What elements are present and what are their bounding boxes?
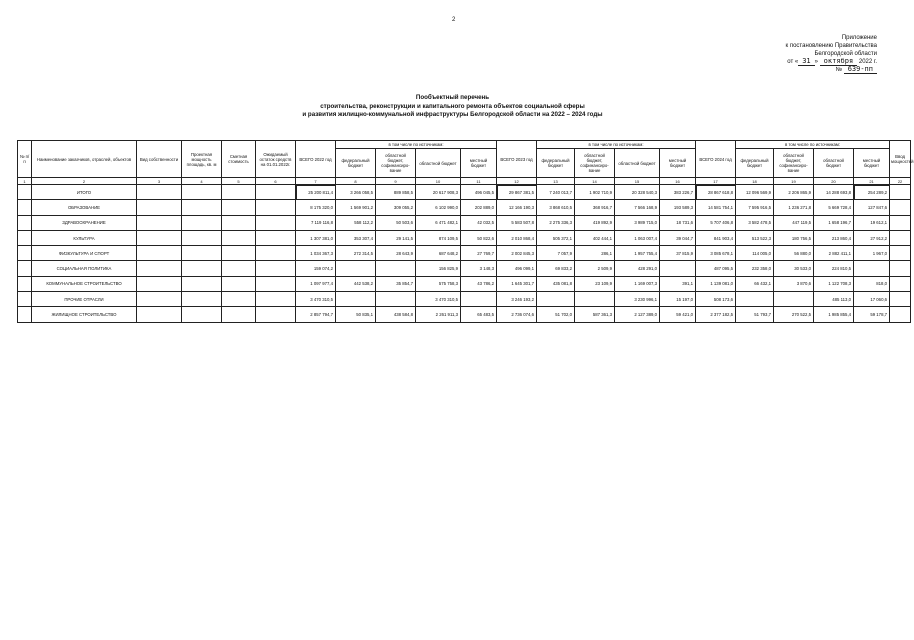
cell-remainder [256,292,296,307]
cell-regional-cofin-2023: 419 892,9 [575,215,615,230]
cell-federal-2022: 442 538,2 [336,276,376,291]
cell-regional-cofin-2024: 3 870,6 [774,276,814,291]
cell-total-2023: 2 010 868,4 [497,230,537,245]
cell-regional-2024: 2 882 411,1 [814,246,854,261]
table-row [18,261,911,276]
header-regional-cofin-2023: областной бюджет, софинансиро-вание [575,149,615,178]
cell-total-2023: 5 583 507,8 [497,215,537,230]
column-number: 8 [336,178,376,185]
cell-regional-2024: 1 122 708,3 [814,276,854,291]
cell-cost [222,261,256,276]
cell-federal-2024: 7 595 916,5 [736,200,774,215]
cell-local-2024: 127 847,6 [854,200,890,215]
cell-regional-2023: 3 230 996,1 [615,292,660,307]
header-local-2022: местный бюджет [461,149,497,178]
cell-regional-cofin-2024: 447 119,5 [774,215,814,230]
header-regional-2023: областной бюджет [615,149,660,178]
cell-remainder [256,261,296,276]
cell-regional-2023: 1 063 007,4 [615,230,660,245]
cell-total-2022: 8 175 320,0 [296,200,336,215]
column-number: 22 [890,178,911,185]
column-number: 20 [814,178,854,185]
cell-federal-2023: 51 702,0 [537,307,575,322]
header-name: Наименование заказчиков, отраслей, объектов [32,141,137,178]
column-number: 21 [854,178,890,185]
cell-total-2023: 1 645 301,7 [497,276,537,291]
cell-local-2022: 43 786,2 [461,276,497,291]
table-row [18,307,911,322]
cell-remainder [256,185,296,200]
cell-federal-2023: 2 275 336,3 [537,215,575,230]
header-regional-cofin-2024: областной бюджет, софинансиро-вание [774,149,814,178]
cell-regional-cofin-2024: 30 533,0 [774,261,814,276]
header-sources-2024: в том числе по источникам: [736,141,890,149]
appendix-date [677,58,877,66]
cell-total-2023: 2 002 845,3 [497,246,537,261]
cell-local-2023: 59 421,0 [660,307,696,322]
date-month: октября [820,58,858,66]
cell-commissioning [890,246,911,261]
column-number: 18 [736,178,774,185]
cell-total-2024: 841 903,4 [696,230,736,245]
cell-regional-2022: 6 471 482,1 [416,215,461,230]
cell-total-2022: 1 034 367,3 [296,246,336,261]
header-total-2022: ВСЕГО 2022 год [296,141,336,178]
cell-local-2024 [854,261,890,276]
cell-regional-2023: 20 328 540,3 [615,185,660,200]
cell-regional-2024: 14 288 693,8 [814,185,854,200]
date-year: 2022 г. [858,59,877,65]
cell-regional-2023: 2 127 389,0 [615,307,660,322]
date-prefix: от « [787,59,799,65]
cell-capacity [182,292,222,307]
table-row [18,276,911,291]
cell-commissioning [890,292,911,307]
column-number: 1 [18,178,32,185]
header-federal-2022: федеральный бюджет [336,149,376,178]
header-remainder: Ожидаемый остаток средств на 01.01.2022г. [256,141,296,178]
column-number: 7 [296,178,336,185]
header-local-2024: местный бюджет [854,149,890,178]
cell-ownership [137,307,182,322]
cell-remainder [256,200,296,215]
cell-num [18,246,32,261]
cell-ownership [137,246,182,261]
cell-ownership [137,185,182,200]
cell-name: ЗДРАВООХРАНЕНИЕ [32,215,137,230]
cell-commissioning [890,276,911,291]
column-number-row [18,178,911,185]
table-row [18,215,911,230]
cell-remainder [256,215,296,230]
column-number: 15 [615,178,660,185]
cell-regional-cofin-2022: 29 141,5 [376,230,416,245]
header-federal-2023: федеральный бюджет [537,149,575,178]
cell-capacity [182,215,222,230]
cell-total-2023: 12 166 190,3 [497,200,537,215]
cell-local-2023: 391,1 [660,276,696,291]
cell-ownership [137,276,182,291]
cell-regional-2022: 687 648,2 [416,246,461,261]
cell-local-2022: 496 045,5 [461,185,497,200]
number-prefix: № [835,67,843,73]
cell-num [18,200,32,215]
cell-ownership [137,261,182,276]
appendix-label: Приложение [841,35,877,41]
date-mid: » [814,59,818,65]
cell-regional-2023: 428 291,0 [615,261,660,276]
header-federal-2024: федеральный бюджет [736,149,774,178]
cell-cost [222,215,256,230]
cell-regional-cofin-2022 [376,261,416,276]
cell-name: КУЛЬТУРА [32,230,137,245]
cell-local-2024: 27 912,2 [854,230,890,245]
cell-ownership [137,230,182,245]
appendix-resolution: к постановлению Правительства [785,43,877,49]
cell-total-2022: 1 307 381,0 [296,230,336,245]
cell-regional-cofin-2024: 56 880,0 [774,246,814,261]
cell-capacity [182,276,222,291]
cell-regional-2024: 1 985 855,4 [814,307,854,322]
cell-total-2022: 25 200 811,4 [296,185,336,200]
cell-commissioning [890,307,911,322]
table-row-total [18,185,911,200]
cell-federal-2022: 50 835,1 [336,307,376,322]
cell-regional-cofin-2022: 438 584,8 [376,307,416,322]
cell-local-2022: 42 032,5 [461,215,497,230]
cell-capacity [182,246,222,261]
cell-cost [222,246,256,261]
cell-ownership [137,200,182,215]
cell-federal-2022 [336,261,376,276]
cell-name: СОЦИАЛЬНАЯ ПОЛИТИКА [32,261,137,276]
cell-regional-cofin-2022: 35 854,7 [376,276,416,291]
cell-regional-cofin-2024: 2 206 865,9 [774,185,814,200]
cell-capacity [182,200,222,215]
column-number: 6 [256,178,296,185]
cell-total-2024: 3 085 678,1 [696,246,736,261]
cell-federal-2023: 435 081,8 [537,276,575,291]
cell-regional-cofin-2023: 1 902 710,9 [575,185,615,200]
title-line-2: строительства, реконструкции и капитального ремонта объектов социальной сферы [320,102,585,110]
table-row [18,246,911,261]
header-num: № п/п [18,141,32,178]
cell-regional-cofin-2023: 587 361,3 [575,307,615,322]
title-line-3: и развития жилищно-коммунальной инфраструктуры Белгородской области на 2022 – 2024 годы [302,111,603,118]
financing-table [17,140,914,323]
column-number: 12 [497,178,537,185]
cell-local-2023: 383 226,7 [660,185,696,200]
cell-regional-2022: 2 261 911,3 [416,307,461,322]
cell-name: ЖИЛИЩНОЕ СТРОИТЕЛЬСТВО [32,307,137,322]
cell-cost [222,230,256,245]
cell-regional-cofin-2023: 2 509,9 [575,261,615,276]
cell-regional-cofin-2022: 309 055,2 [376,200,416,215]
cell-regional-2024: 213 860,4 [814,230,854,245]
cell-federal-2024: 114 005,0 [736,246,774,261]
date-day: 31 [798,58,814,66]
cell-num [18,292,32,307]
cell-regional-2022: 874 109,5 [416,230,461,245]
cell-local-2023 [660,261,696,276]
cell-total-2024: 5 707 406,8 [696,215,736,230]
column-number: 2 [32,178,137,185]
cell-regional-cofin-2022 [376,292,416,307]
cell-federal-2024 [736,292,774,307]
cell-num [18,185,32,200]
cell-local-2022: 3 148,3 [461,261,497,276]
resolution-number: 639-пп [844,66,877,74]
column-number: 16 [660,178,696,185]
header-regional-2022: областной бюджет [416,149,461,178]
header-total-2023: ВСЕГО 2023 год [497,141,537,178]
cell-cost [222,276,256,291]
cell-federal-2023: 69 833,2 [537,261,575,276]
cell-num [18,215,32,230]
appendix-header [677,34,877,74]
cell-regional-cofin-2023 [575,292,615,307]
header-local-2023: местный бюджет [660,149,696,178]
header-sources-2023: в том числе по источникам: [537,141,696,149]
cell-total-2024: 28 867 618,8 [696,185,736,200]
cell-federal-2023: 505 372,1 [537,230,575,245]
cell-federal-2024: 51 793,7 [736,307,774,322]
cell-federal-2022: 3 266 058,5 [336,185,376,200]
cell-regional-cofin-2022: 28 643,9 [376,246,416,261]
cell-commissioning [890,185,911,200]
cell-num [18,230,32,245]
column-number: 9 [376,178,416,185]
cell-remainder [256,307,296,322]
cell-federal-2024: 3 582 478,5 [736,215,774,230]
title-line-1: Пообъектный перечень [415,94,490,101]
cell-commissioning [890,261,911,276]
table-row [18,292,911,307]
cell-remainder [256,246,296,261]
column-number: 13 [537,178,575,185]
cell-federal-2022: 558 112,2 [336,215,376,230]
cell-regional-2022: 6 102 990,0 [416,200,461,215]
cell-total-2023: 2 736 074,6 [497,307,537,322]
cell-total-2023: 3 246 193,2 [497,292,537,307]
cell-local-2022: 50 822,6 [461,230,497,245]
cell-total-2024: 487 095,5 [696,261,736,276]
table-row [18,230,911,245]
cell-federal-2022 [336,292,376,307]
cell-total-2024: 14 581 754,1 [696,200,736,215]
cell-local-2024: 19 612,1 [854,215,890,230]
header-capacity: Проектная мощность площадь, кв. м [182,141,222,178]
cell-local-2022 [461,292,497,307]
cell-name: КОММУНАЛЬНОЕ СТРОИТЕЛЬСТВО [32,276,137,291]
cell-regional-2024: 5 669 728,4 [814,200,854,215]
cell-commissioning [890,200,911,215]
table-row [18,200,911,215]
page-number: 2 [452,17,456,23]
cell-total-2023: 496 099,1 [497,261,537,276]
cell-regional-2023: 1 957 755,4 [615,246,660,261]
appendix-region: Белгородской области [814,51,877,57]
cell-local-2024: 17 060,6 [854,292,890,307]
cell-local-2024: 818,0 [854,276,890,291]
cell-federal-2023: 7 057,9 [537,246,575,261]
column-number: 14 [575,178,615,185]
cell-regional-cofin-2022: 889 858,5 [376,185,416,200]
cell-total-2022: 159 074,2 [296,261,336,276]
cell-total-2022: 2 857 794,7 [296,307,336,322]
header-row-top [18,141,911,149]
cell-name: ФИЗКУЛЬТУРА И СПОРТ [32,246,137,261]
cell-remainder [256,276,296,291]
cell-capacity [182,185,222,200]
cell-name: ИТОГО [32,185,137,200]
cell-regional-2024: 485 113,0 [814,292,854,307]
cell-remainder [256,230,296,245]
appendix-number [677,66,877,74]
cell-regional-2024: 1 658 196,7 [814,215,854,230]
cell-local-2022: 27 769,7 [461,246,497,261]
cell-regional-2023: 7 566 168,9 [615,200,660,215]
column-number: 10 [416,178,461,185]
cell-name: ОБРАЗОВАНИЕ [32,200,137,215]
cell-commissioning [890,215,911,230]
header-sources-2022: в том числе по источникам: [336,141,497,149]
cell-cost [222,200,256,215]
cell-local-2023: 193 589,3 [660,200,696,215]
header-total-2024: ВСЕГО 2024 год [696,141,736,178]
cell-federal-2023: 3 868 610,5 [537,200,575,215]
cell-federal-2023 [537,292,575,307]
cell-ownership [137,292,182,307]
document-title [0,94,905,120]
cell-federal-2024: 12 096 569,9 [736,185,774,200]
cell-capacity [182,230,222,245]
cell-num [18,307,32,322]
cell-local-2023: 39 044,7 [660,230,696,245]
cell-regional-cofin-2024: 1 236 271,8 [774,200,814,215]
cell-regional-2022: 20 617 908,3 [416,185,461,200]
table-body [18,185,911,323]
cell-regional-cofin-2024: 180 756,5 [774,230,814,245]
header-ownership: Вид собственности [137,141,182,178]
cell-local-2023: 15 197,0 [660,292,696,307]
cell-federal-2023: 7 240 013,7 [537,185,575,200]
cell-local-2022: 202 889,0 [461,200,497,215]
cell-cost [222,292,256,307]
column-number: 11 [461,178,497,185]
cell-total-2024: 2 377 182,5 [696,307,736,322]
cell-capacity [182,307,222,322]
cell-federal-2022: 1 569 901,2 [336,200,376,215]
cell-cost [222,185,256,200]
cell-total-2022: 7 119 116,8 [296,215,336,230]
cell-num [18,276,32,291]
cell-federal-2022: 353 307,4 [336,230,376,245]
cell-federal-2024: 513 522,3 [736,230,774,245]
cell-regional-cofin-2023: 402 444,1 [575,230,615,245]
cell-regional-cofin-2024: 270 522,5 [774,307,814,322]
column-number: 5 [222,178,256,185]
header-regional-cofin-2022: областной бюджет, софинансиро-вание [376,149,416,178]
cell-name: ПРОЧИЕ ОТРАСЛИ [32,292,137,307]
header-cost: Сметная стоимость [222,141,256,178]
column-number: 17 [696,178,736,185]
cell-total-2024: 1 139 081,0 [696,276,736,291]
header-commissioning: Ввод мощностей [890,141,911,178]
cell-num [18,261,32,276]
cell-local-2024: 1 967,0 [854,246,890,261]
cell-total-2022: 1 097 977,4 [296,276,336,291]
column-number: 3 [137,178,182,185]
cell-local-2023: 37 815,9 [660,246,696,261]
cell-capacity [182,261,222,276]
cell-ownership [137,215,182,230]
cell-regional-cofin-2024 [774,292,814,307]
cell-regional-cofin-2023: 368 916,7 [575,200,615,215]
cell-local-2023: 18 731,6 [660,215,696,230]
cell-total-2022: 3 470 310,5 [296,292,336,307]
cell-regional-2024: 224 810,5 [814,261,854,276]
cell-regional-2022: 156 825,9 [416,261,461,276]
cell-regional-2022: 3 470 310,5 [416,292,461,307]
cell-regional-cofin-2023: 23 109,9 [575,276,615,291]
cell-regional-2023: 3 989 715,0 [615,215,660,230]
cell-federal-2024: 232 358,0 [736,261,774,276]
column-number: 4 [182,178,222,185]
cell-local-2024: 254 289,2 [854,185,890,200]
header-regional-2024: областной бюджет [814,149,854,178]
cell-regional-2022: 575 758,3 [416,276,461,291]
cell-total-2024: 508 173,6 [696,292,736,307]
cell-regional-2023: 1 169 007,3 [615,276,660,291]
cell-regional-cofin-2022: 50 503,6 [376,215,416,230]
cell-regional-cofin-2023: 286,1 [575,246,615,261]
cell-cost [222,307,256,322]
column-number: 19 [774,178,814,185]
cell-total-2023: 29 867 381,5 [497,185,537,200]
cell-federal-2022: 272 314,5 [336,246,376,261]
cell-commissioning [890,230,911,245]
cell-federal-2024: 66 432,1 [736,276,774,291]
cell-local-2024: 59 178,7 [854,307,890,322]
cell-local-2022: 65 483,5 [461,307,497,322]
